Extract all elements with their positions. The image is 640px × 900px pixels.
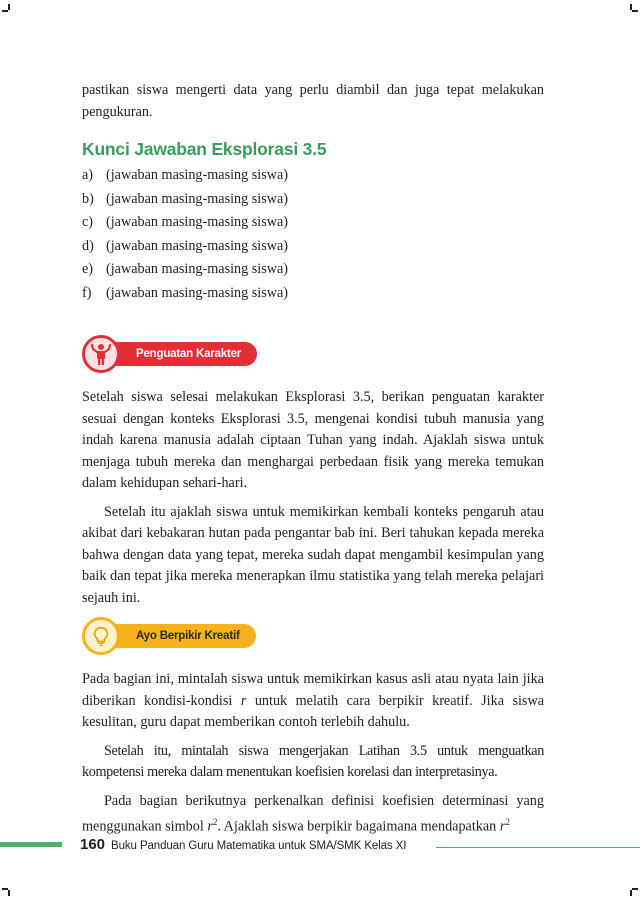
answer-label: d) xyxy=(82,237,94,254)
crop-mark xyxy=(2,888,8,890)
text-segment: Pada bagian ini, mintalah siswa untuk memikirkan kasus asli atau nyata lain jika diberikan kondisi-kondisi xyxy=(82,671,544,709)
superscript: 2 xyxy=(505,817,510,827)
footer-rule xyxy=(436,847,640,848)
crop-mark xyxy=(8,4,10,10)
list-item xyxy=(82,188,544,212)
symbol-r: r xyxy=(499,818,506,835)
answer-label: c) xyxy=(82,214,94,230)
list-item xyxy=(82,258,544,282)
answer-text: (jawaban masing-masing siswa) xyxy=(106,190,289,207)
answer-text: (jawaban masing-masing siswa) xyxy=(106,167,289,183)
kreatif-paragraph-1 xyxy=(82,669,544,734)
book-title: Buku Panduan Guru Matematika untuk SMA/SMK Kelas XI xyxy=(111,840,407,852)
answer-label: f) xyxy=(82,284,92,301)
list-item xyxy=(82,164,544,188)
intro-paragraph: pastikan siswa mengerti data yang perlu diambil dan juga tepat melakukan pengukuran. xyxy=(82,82,544,120)
crop-mark xyxy=(632,10,638,12)
page-number: 160 xyxy=(80,836,106,853)
penguatan-karakter-badge xyxy=(82,335,544,373)
lightbulb-icon xyxy=(82,617,120,655)
answer-label: b) xyxy=(82,190,94,207)
strong-person-icon xyxy=(82,335,120,373)
answer-text: (jawaban masing-masing siswa) xyxy=(106,214,289,230)
footer-accent-bar xyxy=(0,842,62,847)
badge-label: Ayo Berpikir Kreatif xyxy=(100,624,256,648)
penguatan-paragraph-1: Setelah siswa selesai melakukan Eksplorasi 3.5, berikan penguatan karakter sesuai dengan konteks Eksplorasi 3.5, mengenai kondisi tubuh manusia yang indah karena manusia adalah ciptaan Tuhan yang indah. Ajaklah siswa untuk menjaga tubuh mereka dan menghargai perbedaan fisik yang mereka temukan dalam kehidupan sehari-hari. xyxy=(82,389,544,491)
ayo-berpikir-kreatif-badge xyxy=(82,617,544,655)
section-heading: Kunci Jawaban Eksplorasi 3.5 xyxy=(82,139,327,159)
answer-text: (jawaban masing-masing siswa) xyxy=(106,261,289,277)
crop-mark xyxy=(8,890,10,896)
text-segment: . Ajaklah siswa berpikir bagaimana mendapatkan xyxy=(217,818,500,835)
answer-label: a) xyxy=(82,167,94,183)
answer-text: (jawaban masing-masing siswa) xyxy=(106,237,289,254)
list-item xyxy=(82,211,544,235)
answer-text: (jawaban masing-masing siswa) xyxy=(106,284,289,301)
answer-label: e) xyxy=(82,261,94,277)
text-segment: untuk melatih cara berpikir kreatif. Jika siswa kesulitan, guru dapat memberikan contoh terlebih dahulu. xyxy=(82,692,544,730)
list-item xyxy=(82,235,544,259)
page-footer xyxy=(80,836,406,853)
badge-label: Penguatan Karakter xyxy=(100,342,257,366)
crop-mark xyxy=(630,890,632,896)
crop-mark xyxy=(632,888,638,890)
symbol-r: r xyxy=(207,818,213,835)
kreatif-paragraph-2: Setelah itu, mintalah siswa mengerjakan Latihan 3.5 untuk menguatkan kompetensi mereka dalam menentukan koefisien korelasi dan interpretasinya. xyxy=(82,742,544,780)
superscript: 2 xyxy=(212,817,218,827)
penguatan-paragraph-2: Setelah itu ajaklah siswa untuk memikirkan kembali konteks pengaruh atau akibat dari kebakaran hutan pada pengantar bab ini. Beri tahukan kepada mereka bahwa dengan data yang tepat, mereka sudah dapat mengambil kesimpulan yang baik dan tepat jika mereka menerapkan ilmu statistika yang telah mereka pelajari sejauh ini. xyxy=(82,503,544,606)
variable-r: r xyxy=(240,692,247,709)
list-item xyxy=(82,282,544,306)
crop-mark xyxy=(2,10,8,12)
answer-list xyxy=(82,164,544,305)
kreatif-paragraph-3 xyxy=(82,791,544,839)
text-segment: Pada bagian berikutnya perkenalkan definisi koefisien determinasi yang menggunakan simbol xyxy=(82,792,544,835)
page-body xyxy=(82,80,544,838)
